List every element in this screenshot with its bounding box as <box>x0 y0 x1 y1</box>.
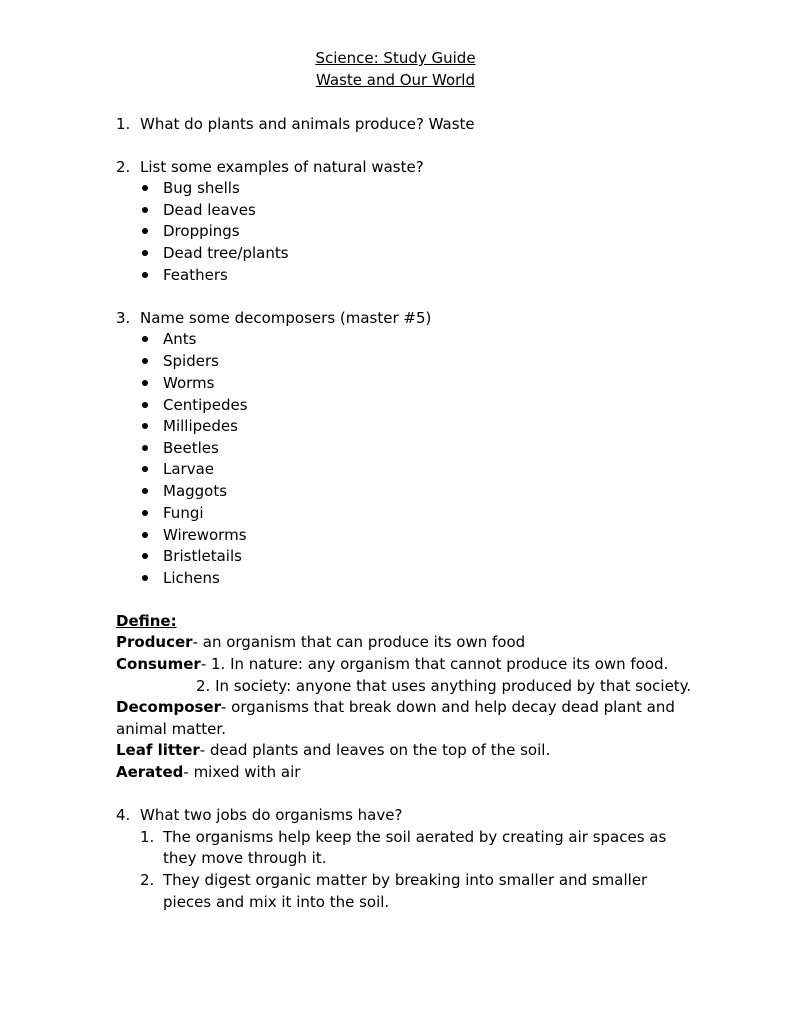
bullet-dot <box>142 575 148 581</box>
list-item: Maggots <box>163 482 228 500</box>
consumer-text-1: - 1. In nature: any organism that cannot produce its own food. <box>200 655 669 673</box>
consumer-term: Consumer <box>116 655 201 673</box>
list-item: Bristletails <box>163 547 242 565</box>
bullet-dot <box>142 510 148 516</box>
consumer-definition <box>116 653 668 675</box>
q1-text: What do plants and animals produce? Waste <box>140 115 475 133</box>
q3-number: 3. <box>116 309 131 327</box>
bullet-dot <box>142 228 148 234</box>
bullet-dot <box>142 553 148 559</box>
list-item: Larvae <box>163 460 215 478</box>
q3-text: Name some decomposers (master #5) <box>140 309 432 327</box>
aerated-text: - mixed with air <box>183 763 301 781</box>
consumer-text-2: 2. In society: anyone that uses anything produced by that society. <box>196 677 692 695</box>
list-item: Wireworms <box>163 526 247 544</box>
q4-answer-2-line-2: pieces and mix it into the soil. <box>163 893 390 911</box>
list-item: Feathers <box>163 266 228 284</box>
title-line-2: Waste and Our World <box>316 71 475 89</box>
list-item: Lichens <box>163 569 220 587</box>
bullet-dot <box>142 423 148 429</box>
leaf-litter-text: - dead plants and leaves on the top of the soil. <box>199 741 551 759</box>
producer-definition <box>116 631 525 653</box>
bullet-dot <box>142 358 148 364</box>
list-item: Dead tree/plants <box>163 244 289 262</box>
decomposer-text-2: animal matter. <box>116 720 226 738</box>
define-heading: Define: <box>116 612 177 630</box>
aerated-term: Aerated <box>116 763 184 781</box>
q1-number: 1. <box>116 115 131 133</box>
bullet-dot <box>142 207 148 213</box>
decomposer-term: Decomposer <box>116 698 221 716</box>
bullet-dot <box>142 445 148 451</box>
bullet-dot <box>142 336 148 342</box>
q2-text: List some examples of natural waste? <box>140 158 424 176</box>
decomposer-definition <box>116 696 675 718</box>
q4-text: What two jobs do organisms have? <box>140 806 403 824</box>
bullet-dot <box>142 488 148 494</box>
bullet-dot <box>142 380 148 386</box>
aerated-definition <box>116 761 300 783</box>
q4-answer-1-number: 1. <box>140 828 155 846</box>
leaf-litter-definition <box>116 739 550 761</box>
bullet-dot <box>142 250 148 256</box>
list-item: Spiders <box>163 352 219 370</box>
leaf-litter-term: Leaf litter <box>116 741 200 759</box>
bullet-dot <box>142 185 148 191</box>
bullet-dot <box>142 402 148 408</box>
list-item: Fungi <box>163 504 204 522</box>
title-line-1: Science: Study Guide <box>315 49 476 67</box>
q4-answer-2-number: 2. <box>140 871 155 889</box>
decomposer-text-1: - organisms that break down and help decay dead plant and <box>221 698 675 716</box>
q4-answer-2-line-1: They digest organic matter by breaking into smaller and smaller <box>163 871 648 889</box>
list-item: Droppings <box>163 222 240 240</box>
list-item: Beetles <box>163 439 219 457</box>
producer-term: Producer <box>116 633 193 651</box>
list-item: Dead leaves <box>163 201 256 219</box>
q2-number: 2. <box>116 158 131 176</box>
bullet-dot <box>142 272 148 278</box>
q4-answer-1-line-1: The organisms help keep the soil aerated by creating air spaces as <box>163 828 667 846</box>
producer-text: - an organism that can produce its own food <box>192 633 526 651</box>
list-item: Ants <box>163 330 197 348</box>
q4-answer-1-line-2: they move through it. <box>163 849 327 867</box>
list-item: Centipedes <box>163 396 248 414</box>
list-item: Worms <box>163 374 215 392</box>
bullet-dot <box>142 466 148 472</box>
q4-number: 4. <box>116 806 131 824</box>
list-item: Bug shells <box>163 179 240 197</box>
bullet-dot <box>142 532 148 538</box>
list-item: Millipedes <box>163 417 238 435</box>
